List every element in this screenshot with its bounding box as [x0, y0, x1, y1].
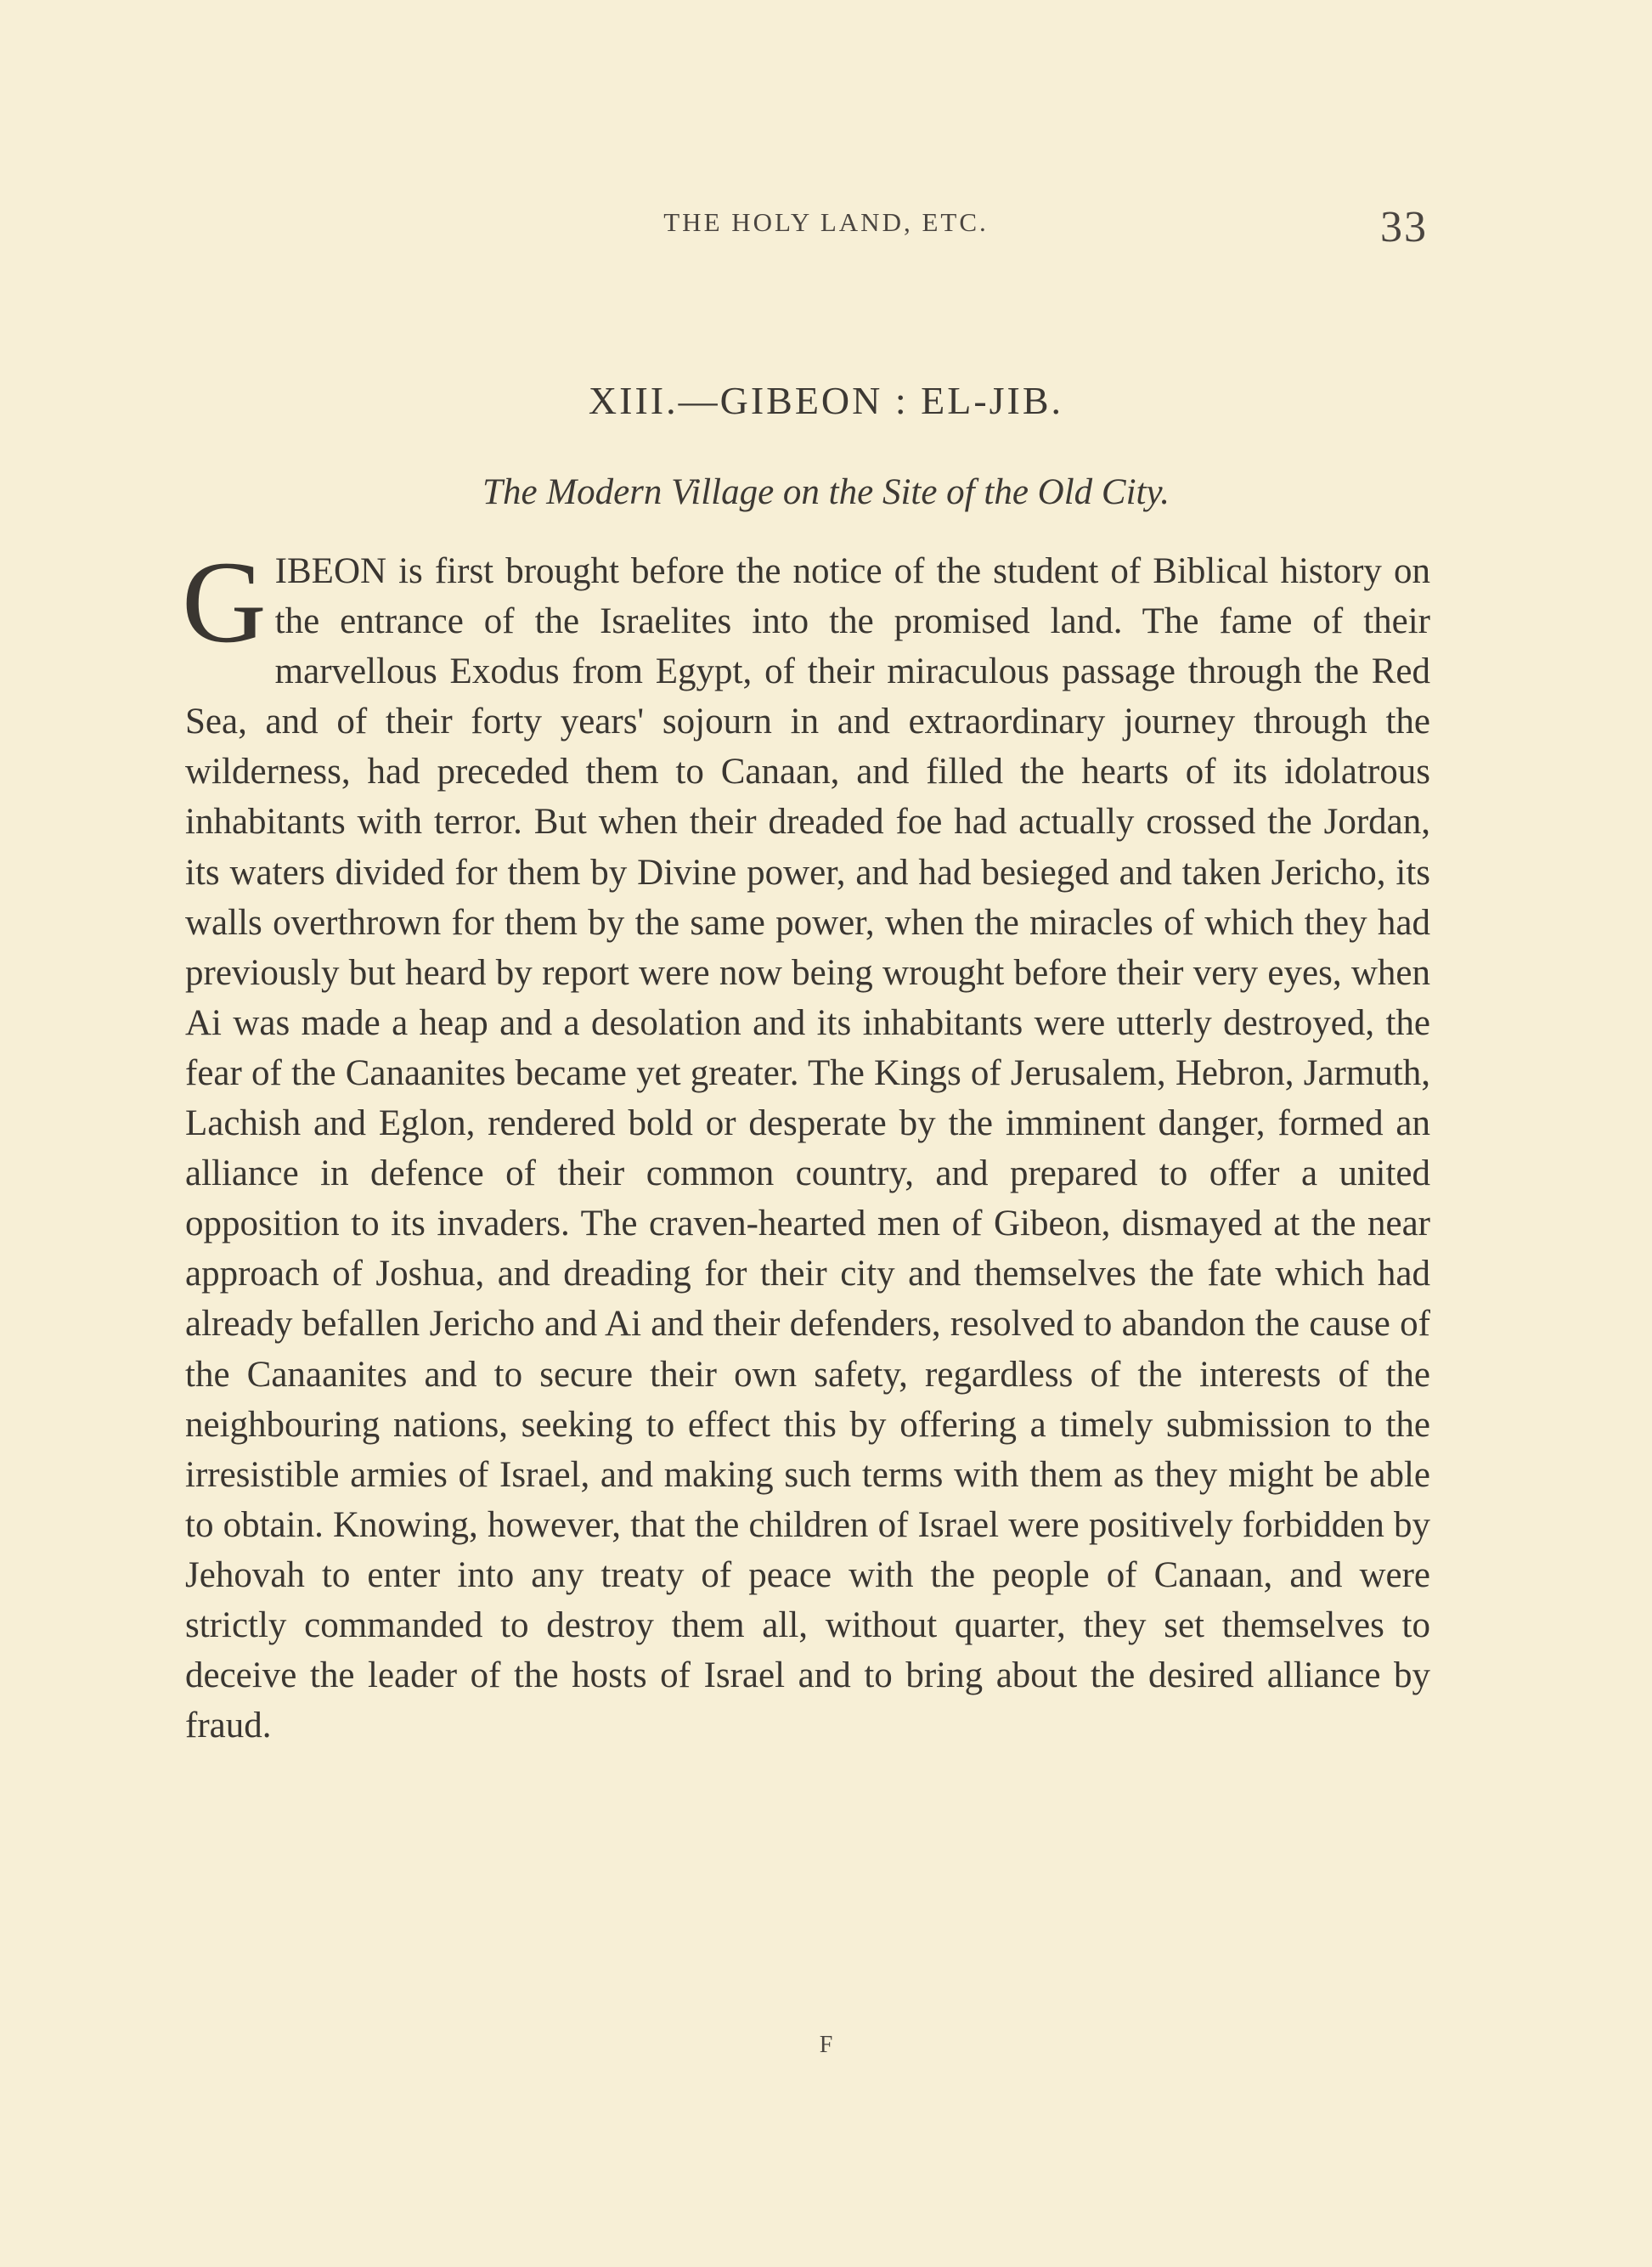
- drop-cap: G: [182, 537, 267, 667]
- chapter-subtitle: The Modern Village on the Site of the Old City.: [482, 472, 1170, 512]
- chapter-title: XIII.—GIBEON : EL-JIB.: [588, 379, 1064, 422]
- running-head: [0, 203, 1652, 251]
- running-title: THE HOLY LAND, ETC.: [663, 207, 989, 237]
- body-text: IBEON is first brought before the notice of the student of Biblical history on the entrance of the Israelites into the promised land. The fame of their marvellous Exodus from Egypt, of their miraculous passage through the Red Sea, and of their forty years' sojourn in and extraordinary journey through the wilderness, had preceded them to Canaan, and filled the hearts of its idolatrous inhabitants with terror. But when their dreaded foe had actually crossed the Jordan, its waters divided for them by Divine power, and had besieged and taken Jericho, its walls overthrown for them by the same power, when the miracles of which they had previously but heard by report were now being wrought before their very eyes, when Ai was made a heap and a desolation and its inhabitants were utterly destroyed, the fear of the Canaanites became yet greater. The Kings of Jerusalem, Hebron, Jarmuth, Lachish and Eglon, rendered bold or desperate by the imminent danger, formed an alliance in defence of their common country, and prepared to offer a united opposition to its invaders. The craven-hearted men of Gibeon, dismayed at the near approach of Joshua, and dreading for their city and themselves the fate which had already befallen Jericho and Ai and their defenders, resolved to abandon the cause of the Canaanites and to secure their own safety, regardless of the interests of the neighbouring nations, seeking to effect this by offering a timely submission to the irresistible armies of Israel, and making such terms with them as they might be able to obtain. Knowing, however, that the children of Israel were positively forbidden by Jehovah to enter into any treaty of peace with the people of Canaan, and were strictly commanded to destroy them all, without quarter, they set themselves to deceive the leader of the hosts of Israel and to bring about the desired alliance by fraud.: [185, 551, 1430, 1746]
- page-number: 33: [1380, 203, 1428, 251]
- signature-mark: F: [819, 2032, 833, 2058]
- body-paragraph: [182, 537, 1430, 1751]
